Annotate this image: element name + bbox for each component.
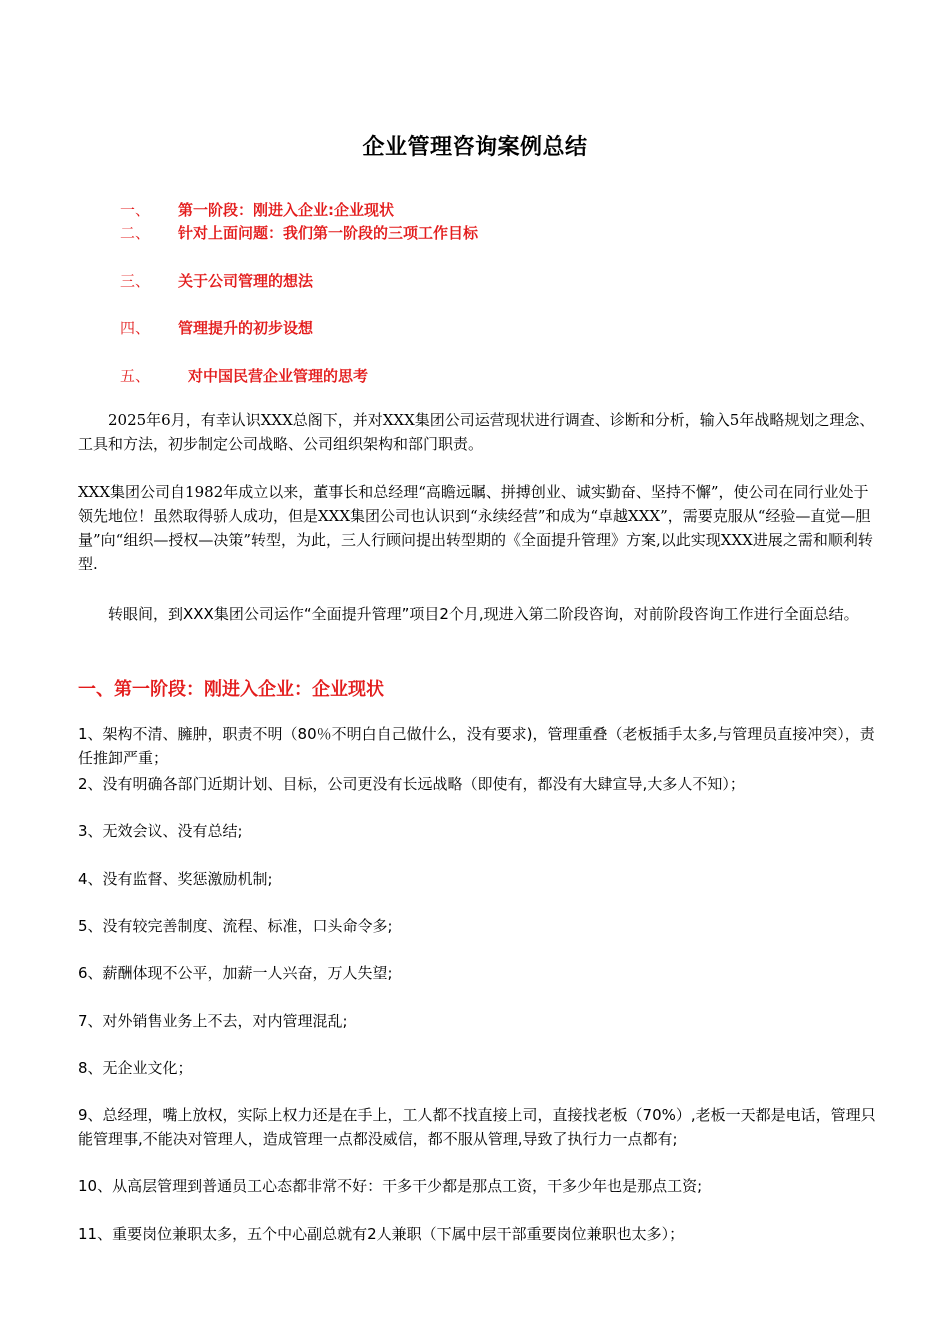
- list-item: 6、薪酬体现不公平，加薪一人兴奋，万人失望;: [78, 964, 393, 982]
- list-item: 4、没有监督、奖惩激励机制;: [78, 870, 273, 888]
- toc-item-number: 四、: [120, 319, 151, 337]
- section-heading: 一、第一阶段：刚进入企业：企业现状: [78, 679, 384, 700]
- list-item: 11、重要岗位兼职太多，五个中心副总就有2人兼职（下属中层干部重要岗位兼职也太多）；: [78, 1225, 685, 1243]
- toc-item-2: [120, 222, 478, 243]
- toc-item-text: 关于公司管理的想法: [178, 272, 314, 290]
- list-item: 9、总经理，嘴上放权，实际上权力还是在手上，工人都不找直接上司，直接找老板（70%）,老板一天都是电话，管理只能管理事,不能决对管理人，造成管理一点都没威信，都不服从管理,导致了执行力一点都有;: [78, 1106, 876, 1148]
- list-item: 3、无效会议、没有总结;: [78, 822, 243, 840]
- toc-item-5: [120, 365, 368, 386]
- toc-item-text: 对中国民营企业管理的思考: [188, 367, 369, 385]
- list-item: 2、没有明确各部门近期计划、目标，公司更没有长远战略（即使有，都没有大肆宣导,大多人不知）；: [78, 775, 745, 793]
- toc-item-text: 针对上面问题：我们第一阶段的三项工作目标: [178, 224, 479, 242]
- list-item: 7、对外销售业务上不去，对内管理混乱;: [78, 1012, 348, 1030]
- intro-paragraph-2: XXX集团公司自1982年成立以来，董事长和总经理“高瞻远瞩、拼搏创业、诚实勤奋、坚持不懈”，使公司在同行业处于领先地位！虽然取得骄人成功，但是XXX集团公司也认识到“永续经营”和成为“卓越XXX”，需要克服从“经验—直觉—胆量”向“组织—授权—决策”转型，为此，三人行顾问提出转型期的《全面提升管理》方案,以此实现XXX进展之需和顺利转型.: [78, 483, 873, 573]
- list-item: 10、从高层管理到普通员工心态都非常不好：干多干少都是那点工资，干多少年也是那点工资;: [78, 1177, 703, 1195]
- list-item: 5、没有较完善制度、流程、标准，口头命令多;: [78, 917, 393, 935]
- intro-paragraph-1: 2025年6月，有幸认识XXX总阁下，并对XXX集团公司运营现状进行调查、诊断和分析，输入5年战略规划之理念、工具和方法，初步制定公司战略、公司组织架构和部门职责。: [78, 411, 875, 453]
- toc-item-number: 五、: [120, 367, 151, 385]
- list-item: 8、无企业文化；: [78, 1059, 193, 1077]
- toc-item-text: 管理提升的初步设想: [178, 319, 314, 337]
- document-title: 企业管理咨询案例总结: [362, 135, 588, 160]
- toc-item-number: 一、: [120, 201, 151, 219]
- toc-item-1: [120, 199, 394, 220]
- toc-item-4: [120, 317, 313, 338]
- list-item: 1、架构不清、臃肿，职责不明（80％不明白自己做什么，没有要求)，管理重叠（老板插手太多,与管理员直接冲突），责任推卸严重；: [78, 725, 875, 767]
- toc-item-3: [120, 270, 313, 291]
- toc-item-number: 二、: [120, 224, 151, 242]
- intro-paragraph-3: 转眼间，到XXX集团公司运作“全面提升管理”项目2个月,现进入第二阶段咨询，对前阶段咨询工作进行全面总结。: [108, 605, 859, 623]
- toc-item-number: 三、: [120, 272, 151, 290]
- toc-item-text: 第一阶段：刚进入企业:企业现状: [178, 201, 395, 219]
